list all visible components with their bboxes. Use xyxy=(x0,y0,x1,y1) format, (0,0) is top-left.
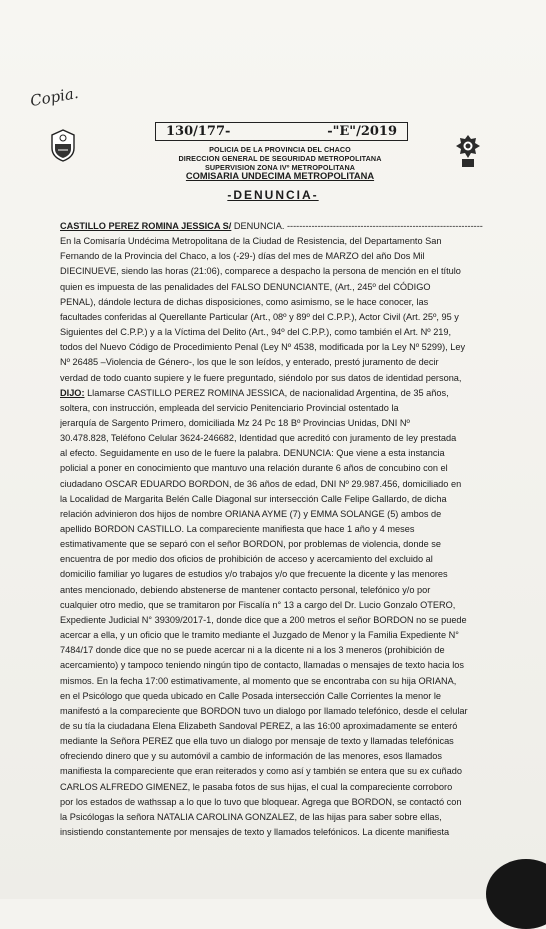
body-line-text: todos del Nuevo Código de Procedimiento Penal (Ley Nº 4538, modificada por la Ley Nº 5299), Ley xyxy=(60,342,466,353)
body-line-text: DENUNCIA. ---------------------------------------------------------------- xyxy=(231,221,483,231)
body-line-text: facultades conferidas al Querellante Particular (Art., 08º y 89º del C.P.P.), Actor Civil (Art. 25º, 95 y xyxy=(60,311,459,322)
body-line xyxy=(60,538,486,550)
body-line-text: insistiendo constantemente por mensajes de texto y llamados telefónicos. La dicente manifiesta xyxy=(60,827,450,837)
body-line-text: verdad de todo cuanto supiere y le fuere preguntado, siéndolo por sus datos de identidad persona, xyxy=(60,372,462,383)
body-line-text: jerarquía de Sargento Primero, domiciliada Mz 24 Pc 18 Bº Provincias Unidas, DNI Nº xyxy=(60,417,410,428)
body-line-text: domicilio familiar yo lugares de estudios y/o trabajos y/o que frecuente la dicente y las menores xyxy=(60,569,448,580)
body-line xyxy=(60,614,486,626)
body-line xyxy=(60,599,486,611)
body-line-text: policial a poner en conocimiento que mantuvo una relación durante 6 años de concubino con el xyxy=(60,463,448,474)
body-line-text: en el Psicólogo que queda ubicado en Calle Posada intersección Calle Corrientes la menor le xyxy=(60,690,442,701)
body-line xyxy=(60,478,486,490)
header-direction: DIRECCION GENERAL DE SEGURIDAD METROPOLITANA xyxy=(178,154,382,163)
body-line xyxy=(60,402,486,414)
document-number: 130/177- xyxy=(166,124,231,139)
header-police: POLICIA DE LA PROVINCIA DEL CHACO xyxy=(209,145,351,154)
header-comisaria: COMISARIA UNDECIMA METROPOLITANA xyxy=(185,171,375,181)
body-line-text: Expediente Judicial N° 39309/2017-1, donde dice que a 200 metros el señor BORDON no se puede xyxy=(60,614,467,625)
body-line-text: soltera, con instrucción, empleada del servicio Penitenciario Provincial ostentado la xyxy=(60,402,399,413)
police-crest-right-icon xyxy=(455,134,481,168)
body-line xyxy=(60,735,486,747)
body-line xyxy=(60,326,486,338)
header-supervision: SUPERVISION ZONA IVº METROPOLITANA xyxy=(204,163,356,172)
body-line xyxy=(60,705,486,717)
body-line xyxy=(60,311,486,323)
body-line xyxy=(60,523,486,535)
body-line xyxy=(60,750,486,762)
body-line xyxy=(60,796,486,808)
body-line-text: encuentra de por medio dos oficios de prohibición de acceso y acercamiento del excluido al xyxy=(60,554,433,565)
body-line xyxy=(60,675,486,687)
body-line xyxy=(60,235,486,247)
body-line xyxy=(60,265,486,277)
body-line-text: manifiesta la compareciente que eran reiterados y como así y también se entera que su ex cuñado xyxy=(60,766,462,777)
body-line xyxy=(60,372,486,384)
body-line xyxy=(60,296,486,308)
body-line-text: relación advinieron dos hijos de nombre ORIANA AYME (7) y EMMA SOLANGE (5) ambos de xyxy=(60,508,442,519)
body-line-text: cualquier otro medio, que se tramitaron por Fiscalía n° 13 a cargo del Dr. Lucio Gonzalo OTERO, xyxy=(60,599,456,610)
body-line xyxy=(60,432,486,444)
body-line-text: estimativamente que se separó con el señor BORDON, por problemas de violencia, donde se xyxy=(60,539,441,550)
body-line-text: DIECINUEVE, siendo las horas (21:06), comparece a despacho la persona de mención en el título xyxy=(60,266,461,277)
body-line xyxy=(60,826,486,838)
body-line xyxy=(60,387,486,399)
body-line-text: Fernando de la Provincia del Chaco, a los (-29-) días del mes de MARZO del año Dos Mil xyxy=(60,251,425,262)
body-line xyxy=(60,644,486,656)
body-line-text: Siguientes del C.P.P.) y a la Víctima del Delito (Art., 94º del C.P.P.), como también el Art. Nº 219, xyxy=(60,327,452,338)
body-line xyxy=(60,659,486,671)
body-line xyxy=(60,220,486,232)
body-line-text: de su tía la ciudadana Elena Elizabeth Sandoval PEREZ, a las 16:00 aproximadamente se enteró xyxy=(60,720,458,731)
body-line-lead: DIJO: xyxy=(60,387,85,398)
body-line-text: mediante la Señora PEREZ que ella tuvo un dialogo por mensaje de texto y llamadas telefónicas xyxy=(60,736,454,747)
body-line-text: En la Comisaría Undécima Metropolitana de la Ciudad de Resistencia, del Departamento San xyxy=(60,236,442,247)
body-line-text: manifestó a la compareciente que BORDON tuvo un dialogo por llamado telefónico, desde el celular xyxy=(60,705,468,716)
body-line-text: mismos. En la fecha 17:00 estimativamente, al momento que se encontraba con su hija ORIANA, xyxy=(60,675,457,686)
body-line xyxy=(60,462,486,474)
body-line-text: Llamarse CASTILLO PEREZ ROMINA JESSICA, de nacionalidad Argentina, de 35 años, xyxy=(84,387,449,398)
body-line xyxy=(60,568,486,580)
body-line xyxy=(60,811,486,823)
body-line xyxy=(60,250,486,262)
body-line-text: quien es impuesta de las penalidades del FALSO DENUNCIANTE, (Art., 245º del CÓDIGO xyxy=(60,281,431,292)
handwritten-note: Copia. xyxy=(28,83,80,111)
document-series-year: -"E"/2019 xyxy=(327,124,397,139)
body-line xyxy=(60,447,486,459)
scan-corner-shadow xyxy=(486,859,546,929)
body-line-text: la Psicólogas la señora NATALIA CAROLINA GONZALEZ, de las hijas para saber sobre ellas, xyxy=(60,811,442,822)
body-line-text: PENAL), dándole lectura de dichas disposiciones, como asimismo, se le hace conocer, las xyxy=(60,296,429,307)
document-title: -DENUNCIA- xyxy=(227,188,319,202)
body-line xyxy=(60,781,486,793)
body-line-text: Nº 26485 –Violencia de Género-, los que le son leídos, y enterado, prestó juramento de decir xyxy=(60,357,439,368)
body-line xyxy=(60,341,486,353)
body-line-text: CARLOS ALFREDO GIMENEZ, le pasaba fotos de sus hijas, el cual la compareciente corroboro xyxy=(60,781,453,792)
body-line xyxy=(60,765,486,777)
body-line xyxy=(60,493,486,505)
body-line-text: ofreciendo dinero que y su automóvil a cambio de información de las menores, esos llamados xyxy=(60,751,442,762)
body-line-text: acercar a ella, y un oficio que le tramito mediante el Juzgado de Menor y la Familia Expediente N° xyxy=(60,630,459,641)
body-line xyxy=(60,553,486,565)
body-line-text: 7484/17 donde dice que no se puede acercar ni a la dicente ni a los 3 meneros (prohibición de xyxy=(60,645,445,656)
document-number-box xyxy=(155,122,408,141)
body-line-text: por los estados de wathssap a lo que lo tuvo que bloquear. Agrega que BORDON, se contactó con xyxy=(60,796,462,807)
body-line-text: 30.478.828, Teléfono Celular 3624-246682, Identidad que acreditó con juramento de ley prestada xyxy=(60,433,457,444)
body-line-lead: CASTILLO PEREZ ROMINA JESSICA S/ xyxy=(60,221,232,231)
body-line xyxy=(60,690,486,702)
body-line xyxy=(60,417,486,429)
body-line-text: la Localidad de Margarita Belén Calle Diagonal sur intersección Calle Felipe Gallardo, de dicha xyxy=(60,493,447,504)
body-line-text: al efecto. Seguidamente en uso de le fuere la palabra. DENUNCIA: Que viene a esta instancia xyxy=(60,448,445,459)
province-crest-left-icon xyxy=(50,128,76,162)
body-line-text: ciudadano OSCAR EDUARDO BORDON, de 36 años de edad, DNI Nº 29.987.456, domiciliado en xyxy=(60,478,462,489)
body-line xyxy=(60,584,486,596)
body-line xyxy=(60,281,486,293)
body-line xyxy=(60,629,486,641)
body-line xyxy=(60,356,486,368)
body-line xyxy=(60,508,486,520)
body-line-text: apellido BORDON CASTILLO. La compareciente manifiesta que hace 1 año y 4 meses xyxy=(60,524,415,534)
body-line-text: acercamiento) y tampoco teniendo ningún tipo de contacto, llamadas o mensajes de texto hacia los xyxy=(60,660,464,671)
body-line xyxy=(60,720,486,732)
body-line-text: antes mencionado, debiendo abstenerse de mantener contacto personal, telefónico y/o por xyxy=(60,584,431,595)
